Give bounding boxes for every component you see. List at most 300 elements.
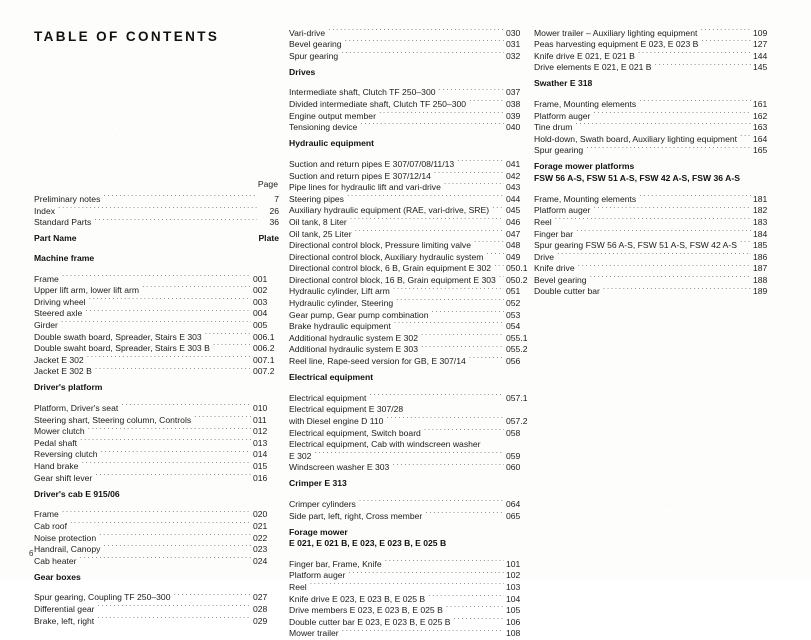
table-column-headers: [34, 233, 279, 245]
leader-dots: [87, 351, 251, 363]
toc-entry-label: Mower clutch: [34, 426, 85, 437]
toc-entry[interactable]: [34, 589, 279, 601]
toc-entry-label: Cab heater: [34, 555, 77, 566]
toc-entry-plate-number: 005: [253, 320, 268, 331]
toc-entry-label: Electrical equipment E 307/28: [289, 404, 404, 415]
leader-dots: [369, 389, 504, 401]
toc-entry-plate-number: 189: [753, 286, 768, 297]
toc-entry-plate-number: 006.2: [253, 343, 275, 354]
toc-entry-label: Platform auger: [289, 570, 346, 581]
toc-entry-label: Platform auger: [534, 110, 591, 121]
toc-entry-label: Bevel gearing: [534, 274, 587, 285]
leader-dots: [555, 213, 751, 225]
leader-dots: [62, 506, 251, 518]
toc-entry[interactable]: [289, 555, 532, 567]
leader-dots: [557, 248, 751, 260]
toc-entry-plate-number: 004: [253, 308, 268, 319]
toc-column-1: [34, 24, 279, 624]
toc-entry-label: Frame, Mounting elements: [534, 193, 637, 204]
toc-entry-label: Peas harvesting equipment E 023, E 023 B: [534, 39, 699, 50]
toc-entry-label: Suction and return pipes E 307/12/14: [289, 170, 431, 181]
toc-entry-plate-number: 164: [753, 133, 768, 144]
toc-entry-label: Frame: [34, 273, 59, 284]
toc-entry-plate-number: 051: [506, 286, 521, 297]
toc-entry-plate-number: 037: [506, 87, 521, 98]
leader-dots: [386, 412, 504, 424]
toc-entry-label: Double swaht board, Spreader, Stairs E 303 B: [34, 343, 210, 354]
toc-entry[interactable]: [534, 24, 779, 36]
toc-entry-plate-number: 011: [253, 414, 267, 425]
leader-dots: [328, 24, 504, 36]
leader-dots: [379, 107, 504, 119]
toc-entry-plate-number: 002: [253, 285, 268, 296]
toc-entry-label: Crimper cylinders: [289, 498, 356, 509]
leader-dots: [85, 305, 251, 317]
leader-dots: [394, 318, 504, 330]
toc-entry-label: Pipe lines for hydraulic lift and vari-drive: [289, 182, 441, 193]
section-heading: Drives: [289, 66, 316, 77]
toc-entry-plate-number: 184: [753, 228, 768, 239]
leader-dots: [424, 424, 504, 436]
toc-entry-plate-number: 127: [753, 39, 768, 50]
part-name-header: Part Name: [34, 233, 77, 244]
leader-dots: [444, 179, 504, 191]
toc-entry-plate-number: 003: [253, 296, 268, 307]
leader-dots: [121, 400, 251, 412]
toc-entry-label: Intermediate shaft, Clutch TF 250–300: [289, 87, 436, 98]
toc-entry-label: Electrical equipment, Switch board: [289, 427, 421, 438]
toc-entry-plate-number: 050.1: [506, 263, 528, 274]
leader-dots: [310, 578, 504, 590]
toc-entry[interactable]: [289, 24, 532, 36]
toc-entry-plate-number: 001: [253, 273, 268, 284]
toc-entry-label: Frame: [34, 509, 59, 520]
toc-entry[interactable]: [289, 447, 532, 459]
leader-dots: [58, 202, 257, 214]
leader-dots: [474, 237, 504, 249]
toc-entry-plate-number: 188: [753, 274, 768, 285]
toc-entry-label: Hold-down, Swath board, Auxiliary lighting equipment: [534, 133, 738, 144]
leader-dots: [486, 248, 504, 260]
toc-entry-label: Spur gearing FSW 56 A-S, FSW 51 A-S, FSW 42 A-S: [534, 240, 737, 251]
toc-entry-plate-number: 182: [753, 205, 768, 216]
leader-dots: [392, 459, 504, 471]
toc-entry-plate-number: 006.1: [253, 331, 275, 342]
leader-dots: [428, 590, 504, 602]
toc-entry-plate-number: 101: [506, 558, 521, 569]
toc-entry-label: Spur gearing: [289, 50, 339, 61]
toc-entry-label: Reel: [289, 582, 307, 593]
section-heading: Machine frame: [34, 252, 95, 263]
toc-entry-label: Gear pump, Gear pump combination: [289, 309, 429, 320]
section-heading: Driver's platform: [34, 382, 103, 393]
toc-entry-label: Brake hydraulic equipment: [289, 321, 391, 332]
toc-entry-plate-number: 007.2: [253, 366, 275, 377]
toc-entry-label: Spur gearing: [534, 145, 584, 156]
toc-entry-plate-number: 059: [506, 450, 521, 461]
toc-entry-plate-number: 181: [753, 193, 768, 204]
toc-entry-label: Hydraulic cylinder, Steering: [289, 298, 394, 309]
toc-entry-plate-number: 109: [753, 27, 768, 38]
toc-column-3: [534, 24, 779, 297]
toc-entry-label: Frame, Mounting elements: [534, 99, 637, 110]
toc-entry-plate-number: 032: [506, 50, 521, 61]
toc-entry-label: Additional hydraulic system E 302: [289, 332, 418, 343]
leader-dots: [393, 283, 504, 295]
toc-entry-plate-number: 007.1: [253, 354, 275, 365]
section-heading: Forage mower: [289, 526, 348, 537]
leader-dots: [578, 260, 751, 272]
leader-dots: [453, 613, 504, 625]
toc-entry-label: Directional control block, 16 B, Grain equipment E 303: [289, 274, 496, 285]
leader-dots: [95, 469, 251, 481]
toc-entry-plate-number: 022: [253, 532, 268, 543]
toc-entry-label: Cab roof: [34, 520, 67, 531]
toc-entry-label: Tensioning device: [289, 122, 358, 133]
toc-entry-plate-number: 031: [506, 39, 521, 50]
leader-dots: [348, 567, 504, 579]
leader-dots: [385, 555, 504, 567]
page-column-caption: Page: [257, 179, 278, 189]
toc-entry[interactable]: [534, 225, 779, 237]
toc-entry-label: Drive members E 023, E 023 B, E 025 B: [289, 605, 443, 616]
toc-entry[interactable]: [34, 282, 279, 294]
toc-entry-plate-number: 040: [506, 122, 521, 133]
front-matter-page-number: 7: [274, 194, 279, 205]
toc-entry[interactable]: [289, 155, 532, 167]
toc-entry-label: Pedal shaft: [34, 437, 77, 448]
toc-entry-label: Vari-drive: [289, 27, 326, 38]
leader-dots: [98, 600, 251, 612]
leader-dots: [469, 352, 504, 364]
toc-entry[interactable]: [534, 260, 779, 272]
toc-entry-label: Drive elements E 021, E 021 B: [534, 62, 652, 73]
column-top-spacer: [34, 24, 279, 179]
toc-entry-label: Noise protection: [34, 532, 97, 543]
toc-entry-plate-number: 048: [506, 240, 521, 251]
leader-dots: [421, 329, 504, 341]
toc-entry-plate-number: 012: [253, 426, 268, 437]
leader-dots: [740, 237, 751, 249]
leader-dots: [431, 306, 504, 318]
leader-dots: [205, 328, 251, 340]
toc-entry[interactable]: [34, 316, 279, 331]
toc-entry-plate-number: 104: [506, 593, 521, 604]
section-heading: Swather E 318: [534, 78, 593, 89]
toc-entry-plate-number: 165: [753, 145, 768, 156]
toc-entry-plate-number: 103: [506, 582, 521, 593]
toc-entry-label: Electrical equipment: [289, 392, 367, 403]
toc-entry-plate-number: 161: [753, 99, 768, 110]
toc-entry-label: Electrical equipment, Cab with windscreen washer: [289, 439, 481, 450]
toc-entry-plate-number: 185: [753, 240, 768, 251]
section-subheading: E 021, E 021 B, E 023, E 023 B, E 025 B: [289, 538, 447, 549]
toc-entry[interactable]: [289, 590, 532, 602]
toc-entry-plate-number: 057.2: [506, 415, 528, 426]
toc-entry-plate-number: 021: [253, 520, 268, 531]
toc-entry-label: Mower trailer: [289, 628, 339, 639]
toc-entry-label: Tine drum: [534, 122, 573, 133]
leader-dots: [655, 59, 751, 71]
page-title: TABLE OF CONTENTS: [34, 29, 220, 44]
toc-entry-label: Double swath board, Spreader, Stairs E 303: [34, 331, 202, 342]
toc-entry-plate-number: 020: [253, 509, 268, 520]
toc-entry-label: Oil tank, 8 Liter: [289, 216, 347, 227]
toc-entry-plate-number: 049: [506, 251, 521, 262]
toc-entry-plate-number: 163: [753, 122, 768, 133]
toc-entry-plate-number: 108: [506, 628, 521, 639]
toc-entry-plate-number: 013: [253, 437, 268, 448]
leader-dots: [425, 507, 504, 519]
front-matter-entry[interactable]: [34, 214, 279, 226]
leader-dots: [639, 95, 751, 107]
leader-dots: [494, 260, 504, 272]
toc-entry-label: Finger bar, Frame, Knife: [289, 558, 382, 569]
toc-entry-label: with Diesel engine D 110: [289, 415, 384, 426]
toc-entry-label: Girder: [34, 320, 58, 331]
toc-entry-plate-number: 038: [506, 99, 521, 110]
toc-column-2: [289, 24, 532, 639]
front-matter-entry[interactable]: [34, 202, 279, 214]
toc-entry-plate-number: 027: [253, 592, 268, 603]
toc-entry-label: Brake, left, right: [34, 615, 95, 626]
leader-dots: [359, 495, 504, 507]
leader-dots: [603, 283, 751, 295]
toc-entry-plate-number: 183: [753, 216, 768, 227]
toc-entry-label: Additional hydraulic system E 303: [289, 344, 418, 355]
leader-dots: [360, 119, 504, 131]
leader-dots: [434, 167, 504, 179]
toc-entry-label: Platform auger: [534, 205, 591, 216]
toc-entry-label: Driving wheel: [34, 296, 86, 307]
toc-entry-label: Drive: [534, 251, 555, 262]
toc-entry-plate-number: 056: [506, 356, 521, 367]
toc-entry-label: Double cutter bar E 023, E 023 B, E 025 B: [289, 616, 451, 627]
toc-entry-plate-number: 047: [506, 228, 521, 239]
toc-entry-plate-number: 050.2: [506, 274, 528, 285]
leader-dots: [103, 191, 257, 203]
leader-dots: [88, 423, 251, 435]
toc-entry-plate-number: 064: [506, 498, 521, 509]
toc-entry-label: Double cutter bar: [534, 286, 600, 297]
leader-dots: [638, 47, 751, 59]
leader-dots: [740, 130, 751, 142]
toc-entry[interactable]: [34, 400, 279, 412]
leader-dots: [484, 436, 504, 448]
toc-entry-plate-number: 015: [253, 461, 268, 472]
toc-entry-label: Bevel gearing: [289, 39, 342, 50]
leader-dots: [142, 282, 251, 294]
toc-entry-label: Handrail, Canopy: [34, 544, 101, 555]
leader-dots: [70, 517, 251, 529]
toc-entry[interactable]: [34, 270, 279, 282]
toc-entry-label: Jacket E 302 B: [34, 366, 92, 377]
toc-entry-plate-number: 024: [253, 555, 268, 566]
leader-dots: [701, 36, 751, 48]
toc-entry-plate-number: 052: [506, 298, 521, 309]
leader-dots: [61, 316, 251, 328]
toc-entry-plate-number: 145: [753, 62, 768, 73]
toc-entry-label: Jacket E 302: [34, 354, 84, 365]
section-heading: Hydraulic equipment: [289, 138, 374, 149]
section-subheading: FSW 56 A-S, FSW 51 A-S, FSW 42 A-S, FSW 36 A-S: [534, 173, 740, 184]
toc-entry-label: Hand brake: [34, 461, 79, 472]
leader-dots: [314, 447, 504, 459]
toc-entry-label: Reversing clutch: [34, 449, 98, 460]
toc-entry[interactable]: [34, 529, 279, 541]
toc-entry-plate-number: 187: [753, 263, 768, 274]
leader-dots: [499, 271, 504, 283]
toc-entry[interactable]: [534, 190, 779, 202]
toc-entry-plate-number: 105: [506, 605, 521, 616]
toc-entry-plate-number: 041: [506, 158, 521, 169]
toc-entry-plate-number: 029: [253, 615, 268, 626]
leader-dots: [342, 625, 504, 637]
toc-entry-plate-number: 054: [506, 321, 521, 332]
toc-entry-label: Suction and return pipes E 307/07/08/11/13: [289, 158, 455, 169]
leader-dots: [446, 602, 504, 614]
toc-entry-label: Windscreen washer E 303: [289, 462, 390, 473]
leader-dots: [347, 190, 504, 202]
toc-entry-plate-number: 162: [753, 110, 768, 121]
toc-entry-plate-number: 010: [253, 403, 268, 414]
toc-entry-label: Knife drive: [534, 263, 575, 274]
spacer: [34, 245, 279, 253]
toc-entry-label: Upper lift arm, lower lift arm: [34, 285, 140, 296]
leader-dots: [103, 541, 251, 553]
toc-entry-plate-number: 106: [506, 616, 521, 627]
leader-dots: [355, 225, 504, 237]
leader-dots: [173, 589, 251, 601]
toc-entry-plate-number: 055.1: [506, 332, 528, 343]
toc-entry-label: Side part, left, right, Cross member: [289, 510, 423, 521]
front-matter-label: Preliminary notes: [34, 194, 101, 205]
toc-entry[interactable]: [534, 213, 779, 225]
toc-entry-plate-number: 030: [506, 27, 521, 38]
leader-dots: [80, 434, 251, 446]
front-matter-label: Index: [34, 205, 56, 216]
toc-entry-plate-number: 023: [253, 544, 268, 555]
toc-entry-plate-number: 144: [753, 50, 768, 61]
toc-entry[interactable]: [289, 459, 532, 471]
section-heading: Electrical equipment: [289, 372, 374, 383]
toc-entry-plate-number: 043: [506, 182, 521, 193]
toc-entry-label: Spur gearing, Coupling TF 250–300: [34, 592, 171, 603]
toc-entry-label: Auxiliary hydraulic equipment (RAE, vari-drive, SRE): [289, 205, 490, 216]
toc-entry-plate-number: 057.1: [506, 392, 528, 403]
toc-entry-label: Directional control block, 6 B, Grain equipment E 302: [289, 263, 492, 274]
front-matter-entry[interactable]: [34, 191, 279, 203]
toc-entry-label: Finger bar: [534, 228, 574, 239]
leader-dots: [62, 270, 251, 282]
front-matter-page-number: 36: [269, 217, 279, 228]
toc-entry-label: Oil tank, 25 Liter: [289, 228, 352, 239]
toc-entry-label: Differential gear: [34, 604, 95, 614]
toc-entry-label: Knife drive E 021, E 021 B: [534, 50, 635, 61]
leader-dots: [575, 119, 751, 131]
leader-dots: [213, 340, 251, 352]
toc-entry-plate-number: 014: [253, 449, 268, 460]
toc-entry-label: Divided intermediate shaft, Clutch TF 250–300: [289, 99, 467, 110]
leader-dots: [80, 552, 251, 564]
leader-dots: [95, 363, 251, 375]
leader-dots: [99, 529, 251, 541]
leader-dots: [97, 612, 251, 624]
toc-entry[interactable]: [34, 517, 279, 529]
toc-entry[interactable]: [534, 248, 779, 260]
toc-entry-plate-number: 045: [506, 205, 521, 216]
leader-dots: [593, 107, 751, 119]
toc-entry-label: Directional control block, Pressure limiting valve: [289, 240, 471, 251]
toc-entry-plate-number: 053: [506, 309, 521, 320]
toc-entry-plate-number: 039: [506, 110, 521, 121]
toc-entry-label: E 302: [289, 450, 312, 461]
front-matter-label: Standard Parts: [34, 217, 92, 228]
toc-entry-label: Reel line, Rape-seed version for GB, E 307/14: [289, 356, 466, 367]
toc-entry[interactable]: [534, 95, 779, 110]
toc-entry-plate-number: 186: [753, 251, 768, 262]
section-heading: Gear boxes: [34, 571, 81, 582]
leader-dots: [341, 47, 504, 59]
toc-entry[interactable]: [34, 328, 279, 340]
toc-entry[interactable]: [34, 506, 279, 518]
toc-entry[interactable]: [289, 389, 532, 401]
leader-dots: [439, 84, 505, 96]
toc-entry-label: Mower trailer – Auxiliary lighting equipment: [534, 27, 698, 38]
toc-entry-plate-number: 028: [253, 604, 268, 614]
toc-entry[interactable]: [289, 84, 532, 96]
toc-entry[interactable]: [289, 495, 532, 507]
leader-dots: [639, 190, 751, 202]
leader-dots: [89, 293, 251, 305]
toc-entry-label: Engine output member: [289, 110, 376, 121]
leader-dots: [94, 214, 257, 226]
toc-entry-plate-number: 055.2: [506, 344, 528, 355]
section-heading: Driver's cab E 915/06: [34, 488, 120, 499]
leader-dots: [396, 294, 504, 306]
section-heading: Crimper E 313: [289, 478, 347, 489]
leader-dots: [590, 271, 751, 283]
toc-entry-label: Steering pipes: [289, 193, 344, 204]
leader-dots: [469, 95, 504, 107]
toc-entry[interactable]: [289, 578, 532, 593]
leader-dots: [593, 202, 751, 214]
section-heading: Forage mower platforms: [534, 161, 635, 172]
toc-entry-plate-number: 065: [506, 510, 521, 521]
leader-dots: [345, 36, 504, 48]
leader-dots: [576, 225, 751, 237]
leader-dots: [457, 155, 504, 167]
toc-entry-plate-number: 016: [253, 472, 268, 483]
toc-entry-label: Hydraulic cylinder, Lift arm: [289, 286, 390, 297]
toc-entry-plate-number: 058: [506, 427, 521, 438]
toc-entry-label: Gear shift lever: [34, 472, 93, 483]
toc-entry-label: Platform, Driver's seat: [34, 403, 119, 414]
toc-entry-label: Directional control block, Auxiliary hydraulic system: [289, 251, 484, 262]
leader-dots: [194, 411, 251, 423]
toc-entry-label: Reel: [534, 216, 552, 227]
leader-dots: [421, 341, 504, 353]
toc-entry-plate-number: 060: [506, 462, 521, 473]
leader-dots: [81, 457, 251, 469]
page-folio-number: 6: [29, 549, 34, 558]
toc-entry-plate-number: 046: [506, 216, 521, 227]
leader-dots: [101, 446, 251, 458]
leader-dots: [350, 213, 504, 225]
toc-entry-label: Steered axle: [34, 308, 83, 319]
leader-dots: [700, 24, 751, 36]
leader-dots: [586, 142, 751, 154]
